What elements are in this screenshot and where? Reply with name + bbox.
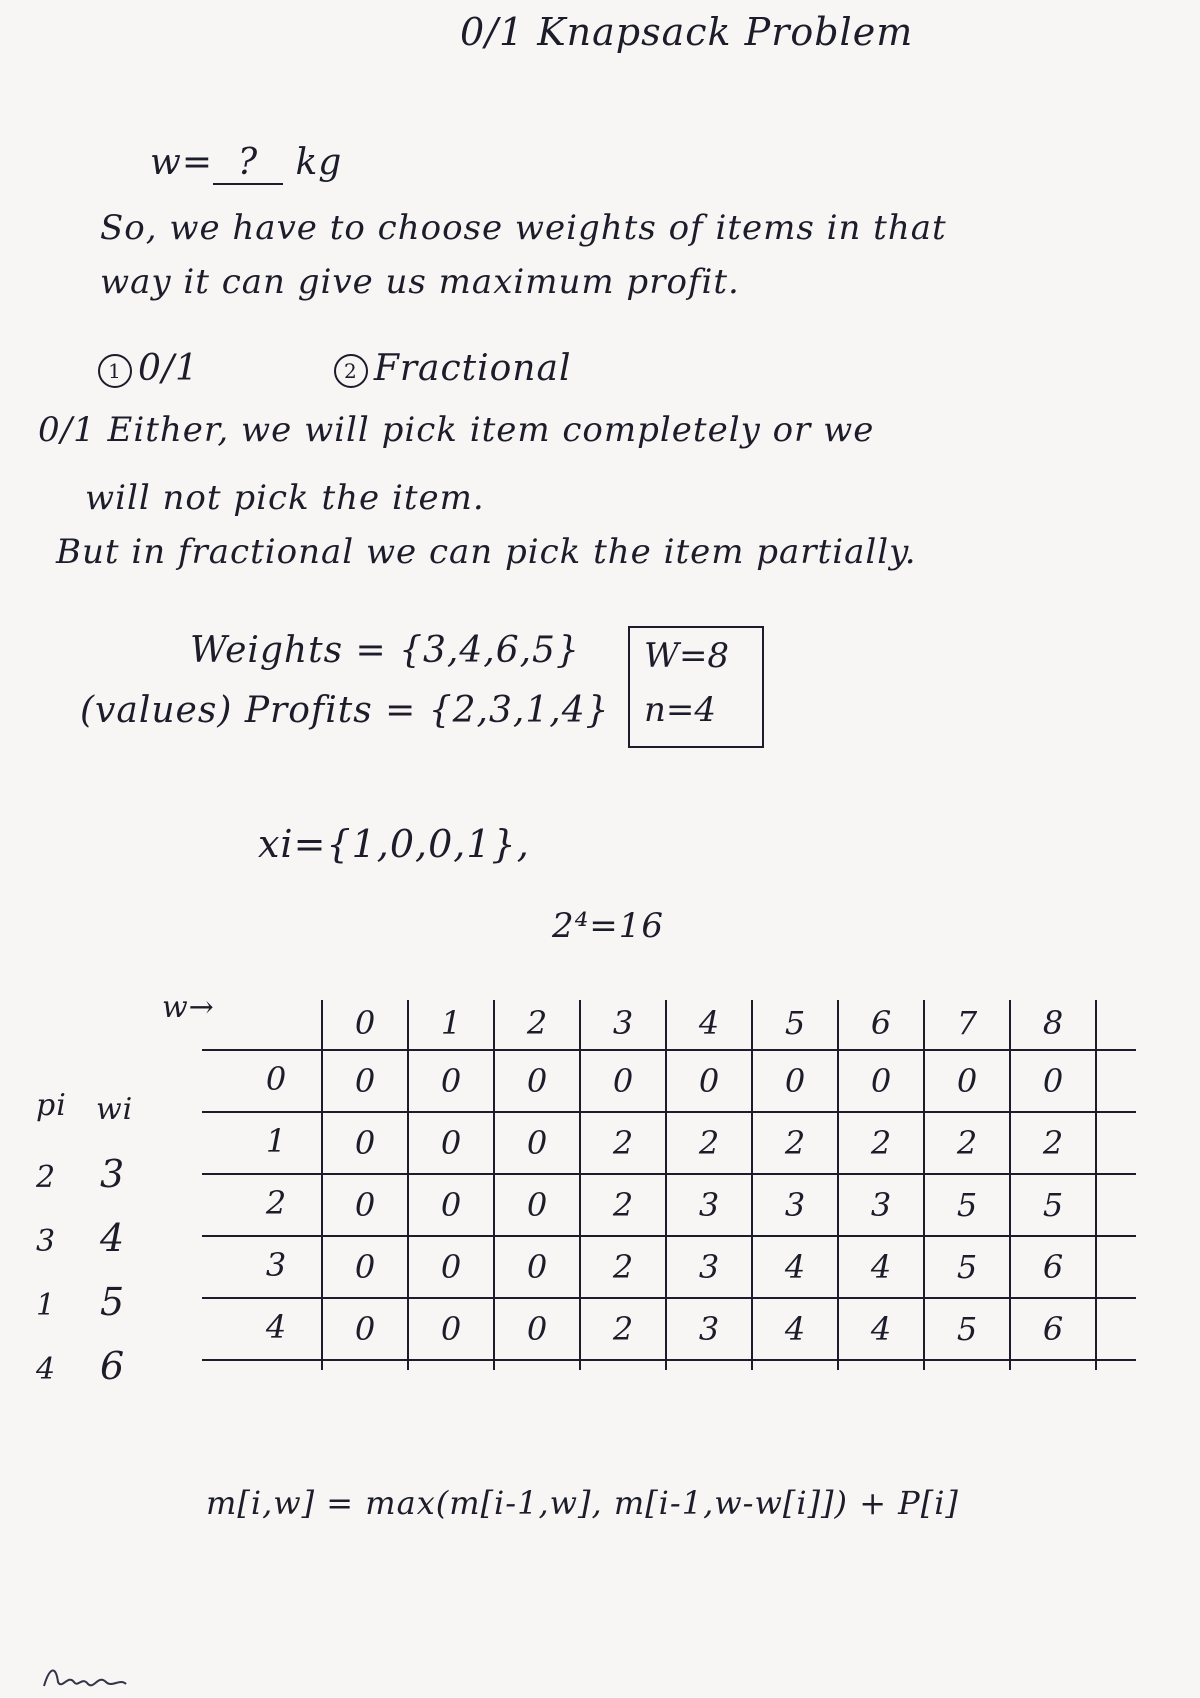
side-weight-value: 4 (100, 1216, 126, 1260)
dp-cell: 0 (354, 1186, 376, 1224)
capacity-column-header: 5 (784, 1004, 806, 1042)
dp-cell: 0 (354, 1124, 376, 1162)
side-weight-value: 6 (100, 1344, 126, 1388)
dp-cell: 3 (784, 1186, 806, 1224)
dp-cell: 6 (1042, 1248, 1064, 1286)
dp-cell: 5 (956, 1248, 978, 1286)
intro-line-2: way it can give us maximum profit. (100, 262, 740, 302)
item-row-label: 3 (265, 1246, 287, 1284)
dp-cell: 3 (698, 1186, 720, 1224)
page-title: 0/1 Knapsack Problem (460, 10, 914, 54)
side-profit-value: 4 (36, 1352, 57, 1387)
dp-cell: 3 (870, 1186, 892, 1224)
option-2-label: Fractional (373, 348, 572, 389)
capacity-column-header: 6 (870, 1004, 892, 1042)
capacity-line (150, 142, 342, 185)
dp-cell: 0 (354, 1062, 376, 1100)
dp-cell: 2 (1042, 1124, 1064, 1162)
dp-cell: 0 (526, 1248, 548, 1286)
dp-cell: 0 (526, 1310, 548, 1348)
capacity-column-header: 7 (956, 1004, 978, 1042)
side-head-w: wi (96, 1092, 134, 1127)
option-1-label: 0/1 (138, 348, 199, 389)
dp-cell: 2 (784, 1124, 806, 1162)
dp-cell: 0 (870, 1062, 892, 1100)
dp-cell: 2 (612, 1248, 634, 1286)
side-weight-value: 5 (100, 1280, 126, 1324)
dp-cell: 0 (698, 1062, 720, 1100)
dp-cell: 3 (698, 1310, 720, 1348)
side-weight-value: 3 (100, 1152, 126, 1196)
dp-cell: 2 (612, 1310, 634, 1348)
dp-cell: 4 (870, 1310, 892, 1348)
signature-scribble (40, 1660, 130, 1694)
solution-vector: xi={1,0,0,1}, (258, 822, 530, 866)
dp-cell: 6 (1042, 1310, 1064, 1348)
dp-cell: 0 (354, 1310, 376, 1348)
dp-cell: 0 (440, 1310, 462, 1348)
dp-cell: 0 (354, 1248, 376, 1286)
side-profit-value: 2 (36, 1160, 57, 1195)
explanation-line-2: will not pick the item. (85, 478, 485, 518)
dp-cell: 0 (1042, 1062, 1064, 1100)
item-row-label: 4 (265, 1308, 287, 1346)
dp-cell: 2 (870, 1124, 892, 1162)
dp-cell: 0 (440, 1062, 462, 1100)
combination-count: 2⁴=16 (552, 906, 665, 946)
capacity-unit: kg (295, 142, 343, 183)
dp-cell: 0 (526, 1186, 548, 1224)
item-row-label: 1 (265, 1122, 287, 1160)
dp-cell: 4 (784, 1248, 806, 1286)
capacity-value: W=8 (644, 636, 730, 676)
dp-cell: 0 (526, 1062, 548, 1100)
dp-cell: 2 (956, 1124, 978, 1162)
item-row-label: 0 (265, 1060, 287, 1098)
item-row-label: 2 (265, 1184, 287, 1222)
dp-cell: 2 (612, 1124, 634, 1162)
capacity-column-header: 4 (698, 1004, 720, 1042)
capacity-column-header: 2 (526, 1004, 548, 1042)
explanation-line-1: 0/1 Either, we will pick item completely or we (38, 410, 875, 450)
dp-cell: 0 (784, 1062, 806, 1100)
dp-cell: 5 (956, 1186, 978, 1224)
capacity-blank: ? (213, 142, 283, 185)
dp-cell: 5 (1042, 1186, 1064, 1224)
capacity-column-header: 8 (1042, 1004, 1064, 1042)
side-head-p: pi (36, 1088, 67, 1123)
dp-cell: 0 (440, 1124, 462, 1162)
dp-cell: 4 (870, 1248, 892, 1286)
capacity-count-box (628, 626, 764, 748)
weights-set: Weights = {3,4,6,5} (190, 630, 580, 671)
capacity-column-header: 3 (612, 1004, 634, 1042)
side-profit-value: 1 (36, 1288, 57, 1323)
weight-axis-label: w→ (162, 990, 215, 1025)
options-line (98, 348, 571, 389)
item-count: n=4 (644, 690, 717, 730)
capacity-column-header: 1 (440, 1004, 462, 1042)
dp-cell: 2 (698, 1124, 720, 1162)
dp-cell: 0 (440, 1186, 462, 1224)
dp-cell: 0 (440, 1248, 462, 1286)
recurrence-formula: m[i,w] = max(m[i-1,w], m[i-1,w-w[i]]) + P[i] (206, 1484, 959, 1522)
explanation-line-3: But in fractional we can pick the item partially. (56, 532, 917, 572)
dp-cell: 4 (784, 1310, 806, 1348)
option-2-number: 2 (334, 354, 368, 388)
dp-cell: 2 (612, 1186, 634, 1224)
capacity-column-header: 0 (354, 1004, 376, 1042)
dp-cell: 5 (956, 1310, 978, 1348)
dp-cell: 3 (698, 1248, 720, 1286)
intro-line-1: So, we have to choose weights of items in that (100, 208, 947, 248)
profits-set: (values) Profits = {2,3,1,4} (80, 690, 610, 731)
side-profit-value: 3 (36, 1224, 57, 1259)
dp-cell: 0 (526, 1124, 548, 1162)
capacity-prefix: w= (150, 142, 213, 183)
dp-cell: 0 (956, 1062, 978, 1100)
dp-cell: 0 (612, 1062, 634, 1100)
option-1-number: 1 (98, 354, 132, 388)
